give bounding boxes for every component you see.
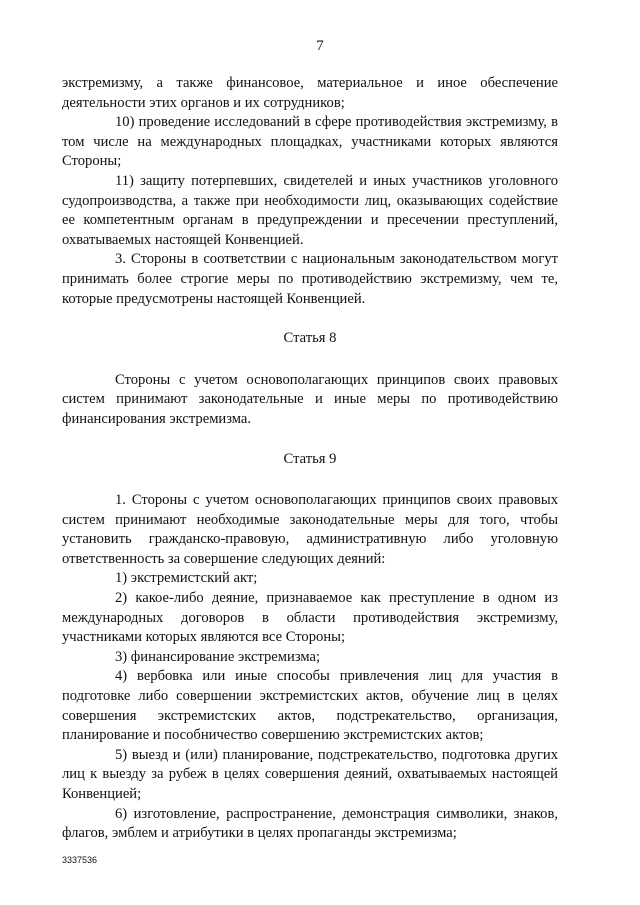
list-item-11: 11) защиту потерпевших, свидетелей и иных участников уголовного судопроизводства, а также при необходимости лиц, оказывающих содействие ее компетентным органам в предупреждении и пресечении преступлений, охватываемых настоящей Конвенцией. (62, 172, 558, 248)
list-item-10: 10) проведение исследований в сфере противодействия экстремизму, в том числе на международных площадках, участниками которых являются Стороны; (62, 114, 558, 170)
article-9-item-6: 6) изготовление, распространение, демонстрация символики, знаков, флагов, эмблем и атрибутики в целях пропаганды экстремизма; (62, 805, 558, 842)
article-9-heading: Статья 9 (283, 450, 337, 467)
article-9-item-3: 3) финансирование экстремизма; (115, 648, 321, 665)
article-9-item-2: 2) какое-либо деяние, признаваемое как преступление в одном из международных договоров в области противодействия экстремизму, участниками которых являются все Стороны; (62, 590, 558, 646)
document-body (62, 74, 558, 844)
page-number: 7 (316, 38, 324, 54)
article-8-text: Стороны с учетом основополагающих принципов своих правовых систем принимают законодательные и иные меры по противодействию финансирования экстремизма. (62, 371, 558, 427)
article-9-item-5: 5) выезд и (или) планирование, подстрекательство, подготовка других лиц к выезду за рубеж в целях совершения деяний, охватываемых настоящей Конвенцией; (62, 746, 558, 802)
clause-3: 3. Стороны в соответствии с национальным законодательством могут принимать более строгие меры по противодействию экстремизму, чем те, которые предусмотрены настоящей Конвенцией. (62, 251, 558, 307)
paragraph-continuation: экстремизму, а также финансовое, материальное и иное обеспечение деятельности этих органов и их сотрудников; (62, 75, 558, 111)
article-9-item-1: 1) экстремистский акт; (115, 570, 258, 587)
article-9-item-4: 4) вербовка или иные способы привлечения лиц для участия в подготовке либо совершении экстремистских актов, обучение лиц в целях совершения экстремистских актов, подстрекательство, организация, планирование и пособничество совершению экстремистских актов; (62, 668, 558, 744)
document-code: 3337536 (62, 855, 98, 865)
article-8-heading: Статья 8 (283, 330, 337, 347)
article-9-intro: 1. Стороны с учетом основополагающих принципов своих правовых систем принимают необходимые законодательные меры для того, чтобы установить гражданско-правовую, административную либо уголовную ответственность за совершение следующих деяний: (62, 492, 558, 567)
